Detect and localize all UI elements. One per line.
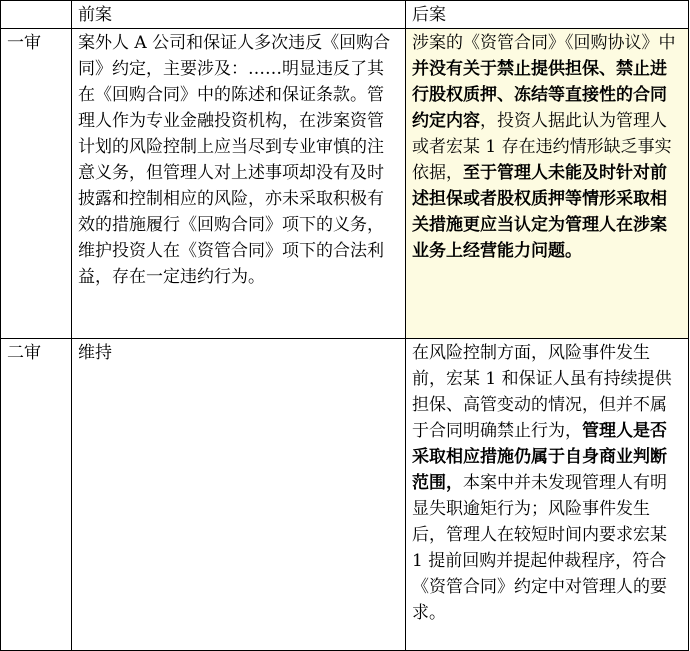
first-instance-later-part-1: 涉案的《资管合同》《回购协议》中 [412,33,676,53]
row-label-first-instance: 一审 [1,29,72,339]
first-instance-later-emphasis-2: 至于管理人未能及时针对前述担保或者股权质押等情形采取相关措施更应当认定为管理人在涉案业务上经营能力问题。 [412,163,667,261]
header-later-case: 后案 [406,1,689,29]
second-instance-later-emphasis-1: 管理人是否采取相应措施仍属于自身商业判断范围， [412,421,667,493]
first-instance-prior-text: 案外人 A 公司和保证人多次违反《回购合同》约定，主要涉及：……明显违反了其在《回购合同》中的陈述和保证条款。管理人作为专业金融投资机构，在涉案资管计划的风险控制上应当尽到专业审慎的注意义务，但管理人对上述事项却没有及时披露和控制相应的风险，亦未采取积极有效的措施履行《回购合同》项下的义务，维护投资人在《资管合同》项下的合法利益，存在一定违约行为。 [72,29,406,339]
second-instance-later-text [406,339,689,651]
first-instance-later-text [406,29,689,339]
header-prior-case: 前案 [72,1,406,29]
header-empty-cell [1,1,72,29]
first-instance-later-part-2: ，投资人据此认为管理人或者宏某 1 存在违约情形缺乏事实依据， [412,111,672,183]
table-row [1,339,689,651]
row-label-second-instance: 二审 [1,339,72,651]
table-row [1,29,689,339]
second-instance-later-part-2: 本案中并未发现管理人有明显失职逾矩行为；风险事件发生后，管理人在较短时间内要求宏某 1 提前回购并提起仲裁程序，符合《资管合同》约定中对管理人的要求。 [412,473,667,623]
second-instance-later-part-1: 在风险控制方面，风险事件发生前，宏某 1 和保证人虽有持续提供担保、高管变动的情况，但并不属于合同明确禁止行为， [412,343,672,441]
header-row [1,1,689,29]
second-instance-prior-text: 维持 [72,339,406,651]
first-instance-later-emphasis-1: 并没有关于禁止提供担保、禁止进行股权质押、冻结等直接性的合同约定内容 [412,59,667,131]
